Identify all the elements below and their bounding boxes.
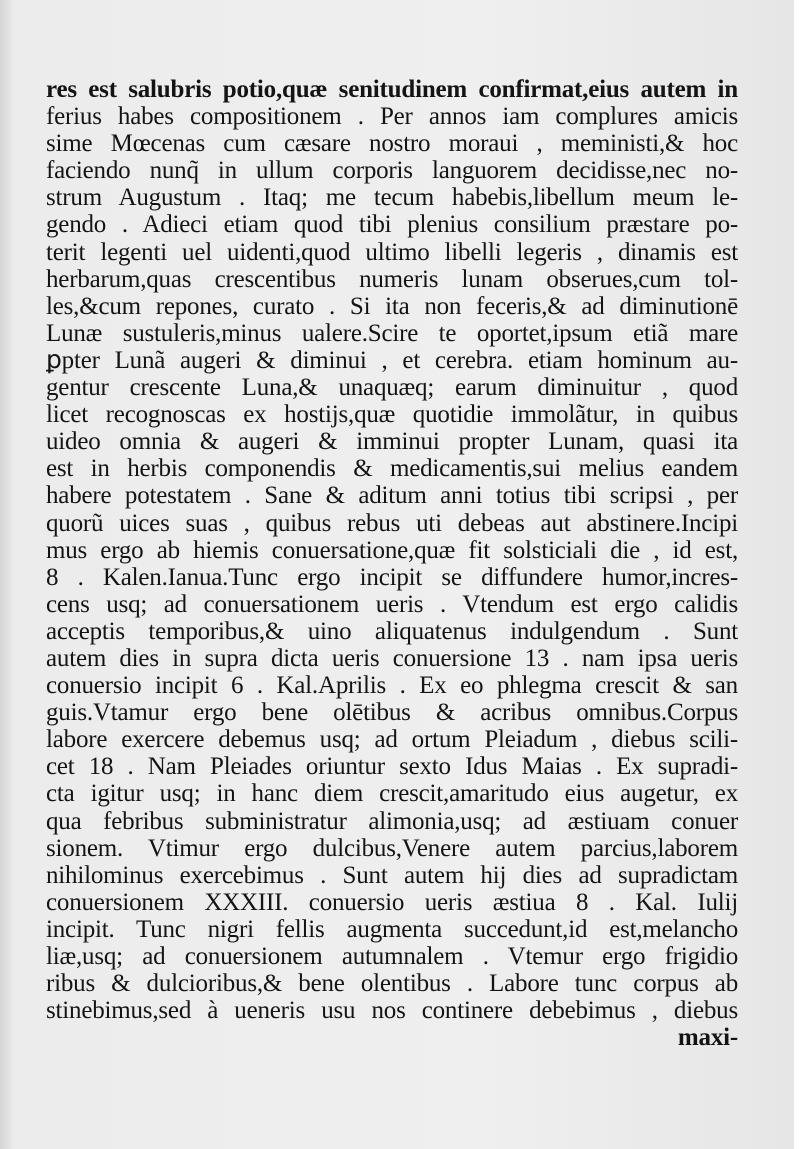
- page-edge: [794, 0, 800, 1149]
- text-line: sime Mœcenas cum cæsare nostro moraui , meministi,& hoc: [46, 130, 738, 158]
- text-line: les,&cum repones, curato . Si ita non feceris,& ad diminutionē: [46, 292, 738, 320]
- text-line: est in herbis componendis & medicamentis,sui melius eandem: [46, 455, 738, 483]
- text-line: res est salubris potio,quæ senitudinem confirmat,eius autem in: [46, 76, 738, 103]
- text-line: guis.Vtamur ergo bene olētibus & acribus omnibus.Corpus: [46, 699, 738, 727]
- text-line: 8 . Kalen.Ianua.Tunc ergo incipit se diffundere humor,incres-: [46, 563, 738, 591]
- catchword: maxi-: [677, 1024, 738, 1052]
- text-line: Lunæ sustuleris,minus ualere.Scire te oportet,ipsum etiã mare: [46, 319, 738, 347]
- latin-text-block: [46, 76, 738, 1051]
- text-line: conuersionem XXXIII. conuersio ueris æstiua 8 . Kal. Iulij: [46, 888, 738, 916]
- text-line: qua febribus subministratur alimonia,usq; ad æstiuam conuer: [46, 807, 738, 835]
- text-line: licet recognoscas ex hostijs,quæ quotidie immolãtur, in quibus: [46, 401, 738, 429]
- text-line: stinebimus,sed à ueneris usu nos continere debebimus , diebus: [46, 997, 738, 1025]
- text-line: mus ergo ab hiemis conuersatione,quæ fit solsticiali die , id est,: [46, 536, 738, 564]
- text-line: autem dies in supra dicta ueris conuersione 13 . nam ipsa ueris: [46, 644, 738, 672]
- text-line: quorũ uices suas , quibus rebus uti debeas aut abstinere.Incipi: [46, 509, 738, 537]
- text-line: nihilominus exercebimus . Sunt autem hij dies ad supradictam: [46, 861, 738, 889]
- text-line: herbarum,quas crescentibus numeris lunam obserues,cum tol-: [46, 265, 738, 293]
- text-line: cta igitur usq; in hanc diem crescit,amaritudo eius augetur, ex: [46, 780, 738, 808]
- text-line: strum Augustum . Itaq; me tecum habebis,libellum meum le-: [46, 184, 738, 212]
- text-line: ꝑpter Lunã augeri & diminui , et cerebra. etiam hominum au-: [46, 346, 738, 374]
- text-line: cet 18 . Nam Pleiades oriuntur sexto Idus Maias . Ex supradi-: [46, 753, 738, 781]
- text-line: habere potestatem . Sane & aditum anni totius tibi scripsi , per: [46, 482, 738, 510]
- text-line: faciendo nunq̃ in ullum corporis languorem decidisse,nec no-: [46, 157, 738, 185]
- text-line: sionem. Vtimur ergo dulcibus,Venere autem parcius,laborem: [46, 834, 738, 862]
- text-line: liæ,usq; ad conuersionem autumnalem . Vtemur ergo frigidio: [46, 943, 738, 970]
- text-line: terit legenti uel uidenti,quod ultimo libelli legeris , dinamis est: [46, 238, 738, 266]
- text-line: gentur crescente Luna,& unaquæq; earum diminuitur , quod: [46, 374, 738, 402]
- text-line: acceptis temporibus,& uino aliquatenus indulgendum . Sunt: [46, 617, 738, 645]
- text-line: labore exercere debemus usq; ad ortum Pleiadum , diebus scili-: [46, 726, 738, 754]
- text-line: ferius habes compositionem . Per annos iam complures amicis: [46, 103, 738, 131]
- text-line: uideo omnia & augeri & imminui propter Lunam, quasi ita: [46, 428, 738, 456]
- text-line: cens usq; ad conuersationem ueris . Vtendum est ergo calidis: [46, 590, 738, 618]
- text-line: incipit. Tunc nigri fellis augmenta succedunt,id est,melancho: [46, 915, 738, 943]
- text-line: gendo . Adieci etiam quod tibi plenius consilium præstare po-: [46, 211, 738, 239]
- text-line: conuersio incipit 6 . Kal.Aprilis . Ex eo phlegma crescit & san: [46, 672, 738, 700]
- text-line: ribus & dulcioribus,& bene olentibus . Labore tunc corpus ab: [46, 970, 738, 998]
